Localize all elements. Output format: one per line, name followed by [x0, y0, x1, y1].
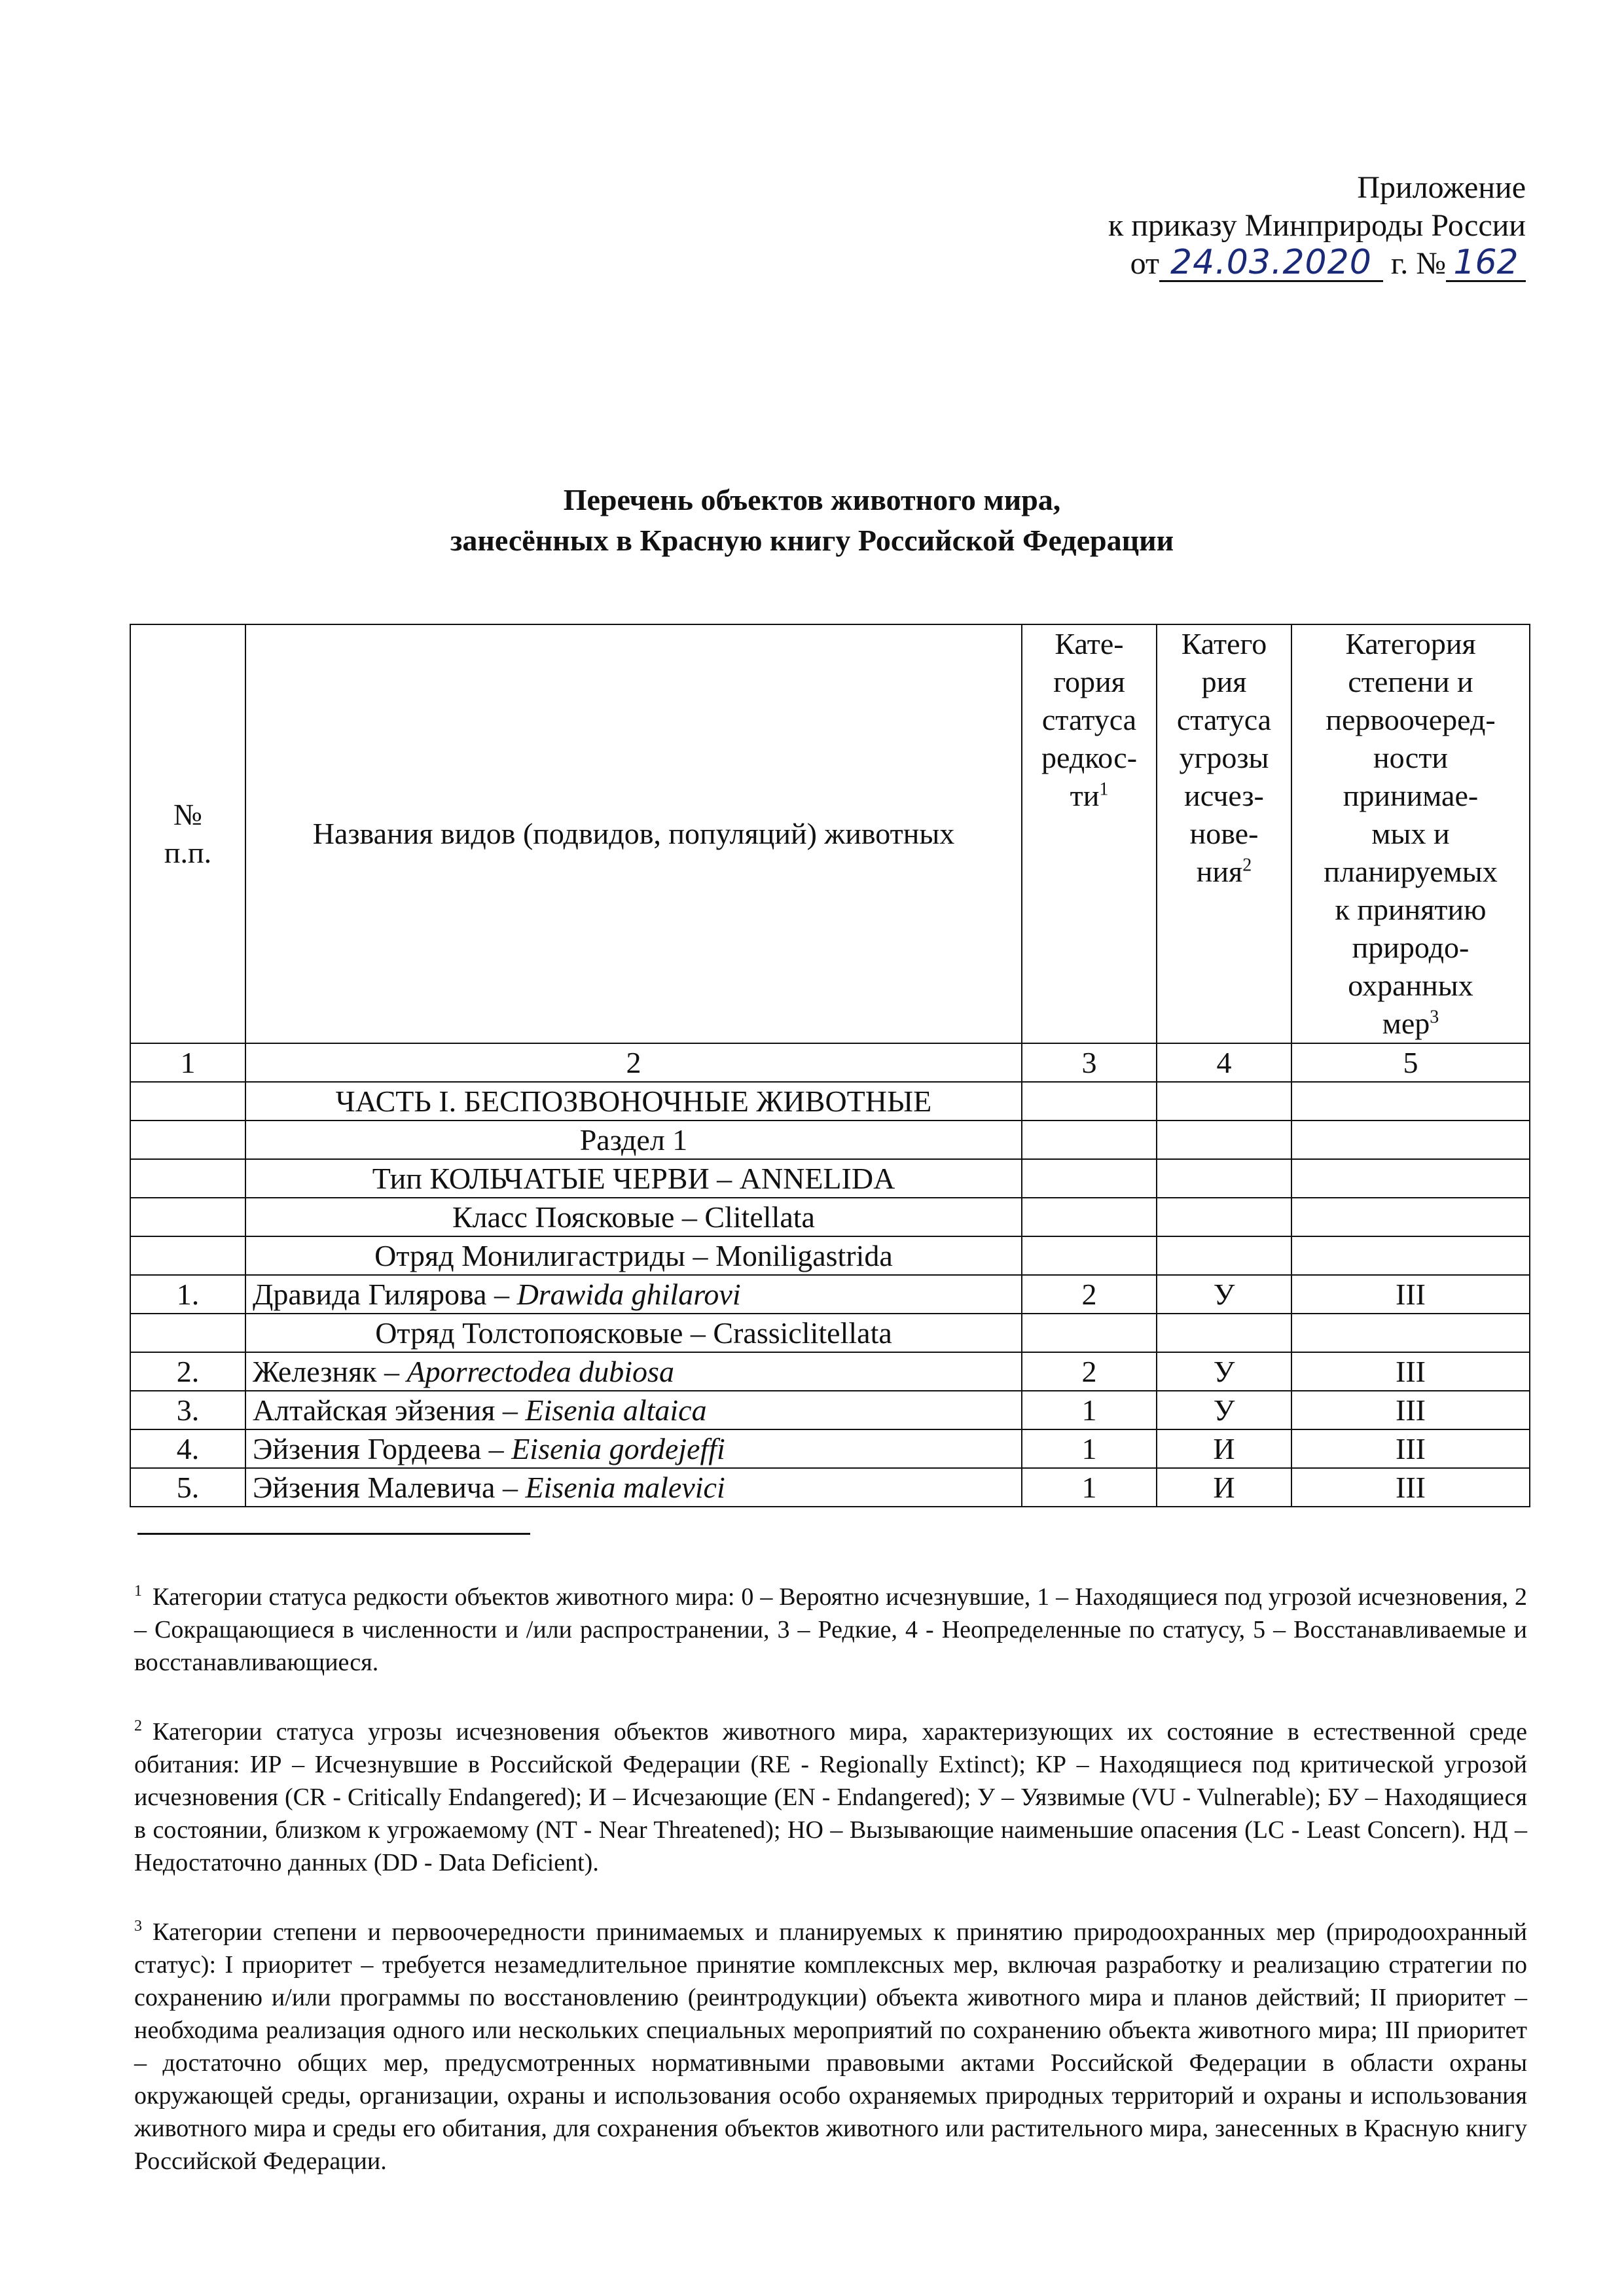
- table-row-heading: [130, 1198, 1530, 1236]
- cell-number: 4.: [130, 1429, 245, 1468]
- cell-rarity: [1022, 1121, 1157, 1159]
- header-threat-line: Катего: [1181, 627, 1267, 660]
- cell-heading: Отряд Монилигастриды – Moniligastrida: [245, 1236, 1022, 1275]
- cell-number: [130, 1198, 245, 1236]
- footnote: [134, 1581, 1527, 1679]
- header-priority-line: мер$^3$: [1382, 1007, 1439, 1040]
- species-latin-name: Eisenia gordejeffi: [511, 1432, 725, 1465]
- order-header: [1108, 169, 1526, 283]
- cell-number: 3.: [130, 1391, 245, 1429]
- cell-priority: III: [1291, 1429, 1530, 1468]
- order-reference: к приказу Минприроды России: [1108, 208, 1526, 243]
- header-priority-line: мых и: [1371, 817, 1450, 850]
- cell-threat: У: [1157, 1275, 1291, 1314]
- order-number: 162: [1446, 245, 1526, 282]
- column-number: 2: [245, 1043, 1022, 1082]
- header-priority-line: Категория: [1345, 627, 1476, 660]
- footnote-text: Категории статуса угрозы исчезновения объектов животного мира, характеризующих их состояние в естественной среде обитания: ИР – Исчезнувшие в Российской Федерации (RE - Regionally Extinct); КР – Находящиеся под критической угрозой исчезновения (CR - Critically Endangered); И – Исчезающие (EN - Endangered); У – Уязвимые (VU - Vulnerable); БУ – Находящиеся в состоянии, близком к угрожаемому (NT - Near Threatened); НО – Вызывающие наименьшие опасения (LC - Least Concern). НД – Недостаточно данных (DD - Data Deficient).: [134, 1718, 1527, 1876]
- cell-rarity: 1: [1022, 1468, 1157, 1507]
- footnote-text: Категории степени и первоочередности принимаемых и планируемых к принятию природоохранных мер (природоохранный статус): I приоритет – требуется незамедлительное принятие комплексных мер, включая разработку и реализацию стратегии по сохранению и/или программы по восстановлению (реинтродукции) объекта животного мира и планов действий; II приоритет – необходима реализация одного или нескольких специальных мероприятий по сохранению объекта животного мира; III приоритет – достаточно общих мер, предусмотренных нормативными правовыми актами Российской Федерации в области охраны окружающей среды, организации, охраны и использования особо охраняемых природных территорий и охраны и использования животного мира и среды его обитания, для сохранения объектов животного или растительного мира, занесенных в Красную книгу Российской Федерации.: [134, 1918, 1527, 2175]
- table-row-heading: [130, 1159, 1530, 1198]
- column-number: 4: [1157, 1043, 1291, 1082]
- header-rarity-line: Кате-: [1055, 627, 1124, 660]
- cell-threat: И: [1157, 1468, 1291, 1507]
- header-rarity-line: статуса: [1041, 703, 1137, 736]
- header-priority-line: первоочеред-: [1326, 703, 1496, 736]
- header-number-line: №: [173, 798, 202, 831]
- cell-priority: III: [1291, 1352, 1530, 1391]
- footnote-ref: 2: [1242, 855, 1252, 876]
- table-row-heading: [130, 1236, 1530, 1275]
- footnotes: [134, 1581, 1527, 2214]
- header-rarity: [1022, 624, 1157, 1043]
- header-threat-line: угрозы: [1179, 741, 1269, 774]
- cell-priority: [1291, 1159, 1530, 1198]
- appendix-label: Приложение: [1357, 170, 1526, 205]
- order-date-number-line: [1108, 245, 1526, 283]
- cell-threat: [1157, 1236, 1291, 1275]
- column-number: 5: [1291, 1043, 1530, 1082]
- cell-number: [130, 1314, 245, 1352]
- cell-priority: [1291, 1314, 1530, 1352]
- header-priority-line: степени и: [1348, 665, 1473, 698]
- cell-threat: У: [1157, 1352, 1291, 1391]
- cell-threat: У: [1157, 1391, 1291, 1429]
- cell-rarity: [1022, 1159, 1157, 1198]
- cell-priority: III: [1291, 1391, 1530, 1429]
- header-threat-line: статуса: [1176, 703, 1272, 736]
- cell-rarity: [1022, 1198, 1157, 1236]
- header-threat-line: нове-: [1189, 817, 1259, 850]
- footnote-text: Категории статуса редкости объектов животного мира: 0 – Вероятно исчезнувшие, 1 – Находящиеся под угрозой исчезновения, 2 – Сокращающиеся в численности и /или распространении, 3 – Редкие, 4 - Неопределенные по статусу, 5 – Восстанавливаемые и восстанавливающиеся.: [134, 1583, 1527, 1676]
- header-rarity-line: редкос-: [1041, 741, 1138, 774]
- cell-number: [130, 1121, 245, 1159]
- cell-species-name: [245, 1275, 1022, 1314]
- table-row: [130, 1352, 1530, 1391]
- cell-number: 2.: [130, 1352, 245, 1391]
- cell-rarity: 2: [1022, 1275, 1157, 1314]
- species-russian-name: Алтайская эйзения –: [253, 1393, 526, 1427]
- footnote: [134, 1715, 1527, 1879]
- footnote-mark: 3: [134, 1918, 142, 1935]
- cell-rarity: 1: [1022, 1391, 1157, 1429]
- cell-rarity: 1: [1022, 1429, 1157, 1468]
- cell-species-name: [245, 1429, 1022, 1468]
- cell-threat: [1157, 1198, 1291, 1236]
- cell-priority: III: [1291, 1275, 1530, 1314]
- cell-heading: Тип КОЛЬЧАТЫЕ ЧЕРВИ – ANNELIDA: [245, 1159, 1022, 1198]
- header-threat-line: ния$^2$: [1196, 855, 1252, 888]
- table-row: [130, 1468, 1530, 1507]
- cell-priority: [1291, 1198, 1530, 1236]
- cell-number: 1.: [130, 1275, 245, 1314]
- species-latin-name: Eisenia malevici: [525, 1471, 725, 1504]
- cell-heading: ЧАСТЬ I. БЕСПОЗВОНОЧНЫЕ ЖИВОТНЫЕ: [245, 1082, 1022, 1121]
- header-priority-line: охранных: [1348, 969, 1473, 1002]
- header-number: [130, 624, 245, 1043]
- table-row: [130, 1429, 1530, 1468]
- title-line-2: занесённых в Красную книгу Российской Федерации: [450, 524, 1174, 557]
- header-threat-line: исчез-: [1184, 779, 1264, 812]
- cell-rarity: 2: [1022, 1352, 1157, 1391]
- species-latin-name: Eisenia altaica: [525, 1393, 707, 1427]
- header-priority-line: к принятию: [1335, 893, 1487, 926]
- cell-priority: [1291, 1121, 1530, 1159]
- cell-species-name: [245, 1352, 1022, 1391]
- cell-threat: [1157, 1121, 1291, 1159]
- table-row-heading: [130, 1082, 1530, 1121]
- header-name: Названия видов (подвидов, популяций) животных: [245, 624, 1022, 1043]
- cell-threat: [1157, 1159, 1291, 1198]
- species-russian-name: Эйзения Малевича –: [253, 1471, 526, 1504]
- header-priority-line: ности: [1373, 741, 1448, 774]
- footnote-mark: 2: [134, 1717, 142, 1735]
- document-title: [0, 480, 1624, 561]
- header-rarity-line: гория: [1053, 665, 1125, 698]
- footnote-separator: [137, 1533, 530, 1535]
- cell-threat: [1157, 1082, 1291, 1121]
- cell-heading: Раздел 1: [245, 1121, 1022, 1159]
- header-priority-line: природо-: [1352, 931, 1470, 964]
- table-row-heading: [130, 1121, 1530, 1159]
- footnote-ref: 3: [1430, 1007, 1439, 1028]
- species-latin-name: Drawida ghilarovi: [516, 1278, 741, 1311]
- column-number-row: [130, 1043, 1530, 1082]
- footnote: [134, 1916, 1527, 2178]
- table-header-row: [130, 624, 1530, 1043]
- species-russian-name: Эйзения Гордеева –: [253, 1432, 512, 1465]
- cell-threat: [1157, 1314, 1291, 1352]
- cell-species-name: [245, 1391, 1022, 1429]
- cell-rarity: [1022, 1082, 1157, 1121]
- header-priority-line: планируемых: [1324, 855, 1498, 888]
- header-priority-line: принимае-: [1343, 779, 1479, 812]
- column-number: 3: [1022, 1043, 1157, 1082]
- number-prefix: г. №: [1390, 246, 1446, 281]
- cell-priority: [1291, 1082, 1530, 1121]
- header-rarity-line: $ти^1$: [1070, 779, 1109, 812]
- cell-threat: И: [1157, 1429, 1291, 1468]
- order-date: 24.03.2020: [1159, 245, 1383, 282]
- species-russian-name: Дравида Гилярова –: [253, 1278, 517, 1311]
- header-priority: [1291, 624, 1530, 1043]
- cell-priority: [1291, 1236, 1530, 1275]
- column-number: 1: [130, 1043, 245, 1082]
- species-russian-name: Железняк –: [253, 1355, 407, 1388]
- cell-heading: Класс Поясковые – Clitellata: [245, 1198, 1022, 1236]
- cell-priority: III: [1291, 1468, 1530, 1507]
- cell-rarity: [1022, 1314, 1157, 1352]
- cell-rarity: [1022, 1236, 1157, 1275]
- species-table: [130, 624, 1530, 1507]
- footnote-mark: 1: [134, 1583, 142, 1600]
- title-line-1: Перечень объектов животного мира,: [563, 483, 1061, 516]
- cell-number: 5.: [130, 1468, 245, 1507]
- cell-number: [130, 1236, 245, 1275]
- header-threat: [1157, 624, 1291, 1043]
- header-number-line: п.п.: [164, 836, 212, 869]
- cell-species-name: [245, 1468, 1022, 1507]
- table-row: [130, 1275, 1530, 1314]
- footnote-ref: 1: [1099, 779, 1109, 800]
- header-threat-line: рия: [1201, 665, 1247, 698]
- cell-number: [130, 1159, 245, 1198]
- table-row: [130, 1391, 1530, 1429]
- cell-heading: Отряд Толстопоясковые – Crassiclitellata: [245, 1314, 1022, 1352]
- cell-number: [130, 1082, 245, 1121]
- date-prefix: от: [1130, 246, 1159, 281]
- species-latin-name: Aporrectodea dubiosa: [406, 1355, 674, 1388]
- table-row-heading: [130, 1314, 1530, 1352]
